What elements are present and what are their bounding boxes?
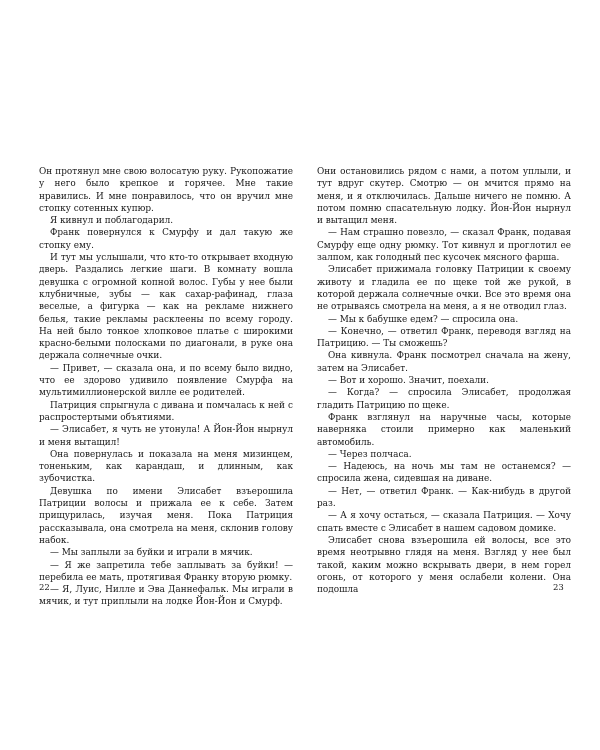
paragraph: — Когда? — спросила Элисабет, продолжая гладить Патрицию по щеке. [317,388,571,411]
paragraph: — Элисабет, я чуть не утонула! А Йон-Йон нырнул и меня вытащил! [39,425,293,448]
paragraph: Элисабет прижимала головку Патриции к своему животу и гладила ее по щеке той же рукой, в которой держала солнечные очки. Все это время она не отрываясь смотрела на меня, а я не отводил глаз. [317,265,571,313]
paragraph: — Я, Луис, Нилле и Эва Даннефальк. Мы играли в мячик, и тут приплыли на лодке Йон-Йон и Смурф. [39,585,293,608]
paragraph: — Нам страшно повезло, — сказал Франк, подавая Смурфу еще одну рюмку. Тот кивнул и проглотил ее залпом, как голодный пес кусочек мясного фарша. [317,228,571,264]
paragraph: — Я же запретила тебе заплывать за буйки! — перебила ее мать, протягивая Франку вторую рюмку. [39,560,293,583]
paragraph: Элисабет снова взъерошила ей волосы, все это время неотрывно глядя на меня. Взгляд у нее был такой, каким можно вскрывать двери, в нем горел огонь, от которого у меня ослабели колени. Она подошла [317,535,571,596]
paragraph: Девушка по имени Элисабет взъерошила Патриции волосы и прижала ее к себе. Затем прищурилась, изучая меня. Пока Патриция рассказывала, она смотрела на меня, склонив голову набок. [39,486,293,546]
paragraph: — Вот и хорошо. Значит, поехали. [328,376,489,387]
paragraph: — Мы к бабушке едем? — спросила она. [328,314,519,325]
paragraph: Они остановились рядом с нами, а потом уплыли, и тут вдруг скутер. Смотрю — он мчится прямо на меня, и я отключилась. Дальше ничего не помню. А потом помню спасательную лодку. Йон-Йон нырнул и вытащил меня. [317,167,571,227]
paragraph: Я кивнул и поблагодарил. [50,216,174,227]
right-page-text [317,166,571,596]
page-number-right: 23 [553,583,564,593]
paragraph: И тут мы услышали, что кто-то открывает входную дверь. Раздались легкие шаги. В комнату вошла девушка с огромной копной волос. Губы у нее были клубничные, зубы — как сахар-рафинад, глаза веселые, а фигурка — как на рекламе нижнего белья, такие рекламы расклеены по всему городу. На ней было тонкое хлопковое платье с широкими красно-белыми полосками по диагонали, в руке она держала солнечные очки. [39,253,293,362]
page-number-left: 22 [39,583,50,593]
paragraph: — Мы заплыли за буйки и играли в мячик. [50,548,253,559]
paragraph: Патриция спрыгнула с дивана и помчалась к ней с распростертыми объятиями. [39,400,293,423]
left-page-text [39,166,293,609]
paragraph: Франк взглянул на наручные часы, которые наверняка стоили примерно как маленький автомобиль. [317,412,571,448]
paragraph: — Привет, — сказала она, и по всему было видно, что ее здорово удивило появление Смурфа на мультимиллионерской вилле ее родителей. [39,363,293,399]
paragraph: Франк повернулся к Смурфу и дал такую же стопку ему. [39,228,293,251]
paragraph: — А я хочу остаться, — сказала Патриция. — Хочу спать вместе с Элисабет в нашем садовом домике. [317,511,571,534]
paragraph: Он протянул мне свою волосатую руку. Рукопожатие у него было крепкое и горячее. Мне такие нравились. И мне понравилось, что он вручил мне стопку сотенных купюр. [39,167,293,214]
paragraph: — Конечно, — ответил Франк, переводя взгляд на Патрицию. — Ты сможешь? [317,326,571,350]
paragraph: Она кивнула. Франк посмотрел сначала на жену, затем на Элисабет. [317,351,571,374]
paragraph: Она повернулась и показала на меня мизинцем, тоненьким, как карандаш, и длинным, как зубочистка. [39,449,293,485]
paragraph: — Нет, — ответил Франк. — Как-нибудь в другой раз. [317,486,571,510]
paragraph: — Через полчаса. [328,449,412,460]
paragraph: — Надеюсь, на ночь мы там не останемся? — спросила жена, сидевшая на диване. [317,462,571,485]
